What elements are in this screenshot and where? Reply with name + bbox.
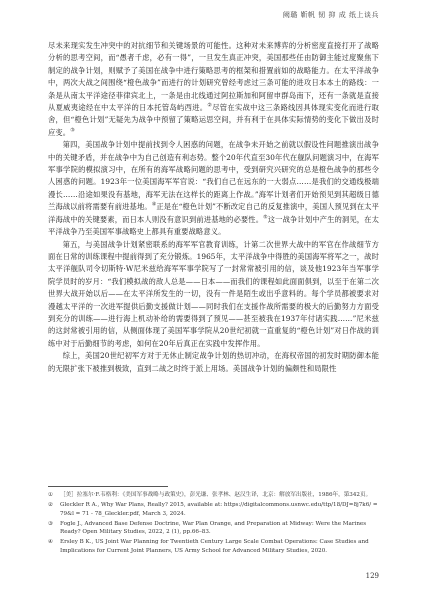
paragraph-1 (48, 40, 379, 139)
paragraph-2 (48, 139, 379, 238)
footnote-text: ［美］拉塞尔·F.韦格利：《美国军事战略与政策史》，彭光谦、张孝林、赵汉生译，北京：解放军出版社，1986年，第342页。 (60, 492, 372, 498)
footnotes-section (48, 486, 379, 557)
footnote-item (48, 501, 379, 518)
running-header: 阙璐 靳帆 韧 抑 成 纸上谈兵 (282, 11, 379, 19)
footnote-ref-4[interactable]: ④ (151, 201, 157, 208)
footnote-ref-5[interactable]: ⑤ (263, 214, 268, 221)
footnote-number: ④ (48, 539, 54, 546)
page-number: 129 (365, 572, 379, 580)
footnote-text: Ersley B K., US Joint War Planning for Twentieth Century Large Scale Combat Operations: Case Studies and Implications for Current Joint Planners, US Army School for Advanced Military Studies, 2020. (60, 539, 369, 555)
paragraph-4: 综上，美国20世纪初军方对于无休止制定战争计划的热切冲动，在海权帝国的初发时期防御本能的无限扩张下被推到极致，直到二战之时终于派上用场。美国战争计划的偏颇性和局限性 (48, 351, 379, 373)
paragraph-2-tail: 正是在“橙色计划”不断改定自己的反复推演中，美国人预见到在太平洋海战中的关键要素，而日本人则没有意识到前进基地的必要性。 (48, 202, 379, 224)
footnote-divider (48, 486, 168, 487)
footnote-ref-3[interactable]: ③ (70, 127, 75, 134)
paragraph-2-tail-2: 这一战争计划中产生的洞见，在太平洋战争乃至美国军事战略史上都具有重要战略意义。 (48, 214, 379, 237)
paragraph-1-tail: 尽管在实战中这三条路线因具体现实变化而进行取舍，但“橙色计划”无疑先为战争中预留了策略运思空间，并有利于在具体实际情势的变化下做出及时应变。 (48, 103, 379, 137)
footnote-number: ① (48, 492, 54, 498)
body-text (48, 40, 379, 375)
paragraph-3: 第五，与美国战争计划紧密联系的海军军官教育训练，计第二次世界大战中的军官在作战细节方面在日常的训练课程中提前得到了充分锻炼。1965年，太平洋战争中得胜的美国海军将军之一，战时太平洋舰队司令切斯特·W尼米兹给海军军事学院写了一封常常被引用的信，谈及他1923年当军事学院学员时的岁月：“我们模拟战的敌人总是——日本——而我们的课程如此面面俱到，以至于在第二次世界大战开始以后——在太平洋所发生的一切，没有一件是陌生或出乎意料的。每个学员都被要求对漫越太平洋的一次进军提供后勤支援做计划——同时我们在支援作战所需要的极大的后勤努力方面受到充分的训练——进行海上机动补给的需要得到了预见——甚至被我在1937年付诸实践……”尼米兹的这封常被引用的信，从侧面体现了美国军事学院从20世纪初就一直重复的“橙色计划”对日作战的训练中对于后勤细节的考虑，如何在20年后真正在实践中发挥作用。 (48, 239, 379, 348)
paragraph-1-text: 尽未来现实发生冲突中的对抗细节和关键场景的可能性。这种对未来博弈的分析密度直接打开了战略分析的思考空间，而“愚者千虑，必有一得”，一旦发生真正冲突，美国那些任由防御主能过度聚焦下制定的战争计划，则赋予了美国在战争中进行策略思考的框架和措置前如的战略能力。在太平洋战争中，两次大战之间围绕“橙色战争”而进行的计划研究曾经考虑过三条可能的进攻日本本土的路线：一条是从南太平洋途径菲律宾北上，一条是由北线通过阿拉斯加和阿留申群岛南下，还有一条就是直接从夏威夷途经在中太平洋的日本托管岛屿西进。 (48, 41, 379, 113)
paragraph-2-text: 第四，美国战争计划中提前找到令人困惑的问题，在战争未开始之前就以假设性问题推演出战争中的关键矛盾，并在战争中为自己创造有利态势。整个20年代直至30年代在舰队问题演习中，在海军军事学院的模拟演习中，在所有的海军战略问题的思考中，受到研究兴研究的总是橙色战争的那些令人困惑的问题。1923年一位美国海军军官说：“我们自己在远东的一大弱点……是我们的交通线极端漫长……沿途如果没有基地，海军无法在这样长的距离上作战。”海军计划者们开始预见到其超级日德兰海战以前将需要有前进基地。 (48, 140, 379, 212)
footnote-number: ② (48, 502, 54, 509)
footnote-ref-2[interactable]: ② (207, 102, 213, 109)
footnote-text: Fogle J., Advanced Base Defense Doctrine, War Plan Orange, and Preparation at Midway: Were the Marines Ready? Open Military Studies, 2022, 2 (1), pp.66–83. (60, 520, 367, 536)
footnote-text: Gleckler R A., Why War Plans, Really? 2015, available at: https://digitalcommons.usnwc.edu/ttp/18/DJ=8j7k6/ = 79&l = 71 - 78_Gleckler.pdf, March 3, 2024. (60, 502, 378, 517)
footnote-item (48, 538, 379, 555)
footnote-number: ③ (48, 520, 54, 527)
footnote-item (48, 491, 379, 500)
footnote-item (48, 520, 379, 537)
